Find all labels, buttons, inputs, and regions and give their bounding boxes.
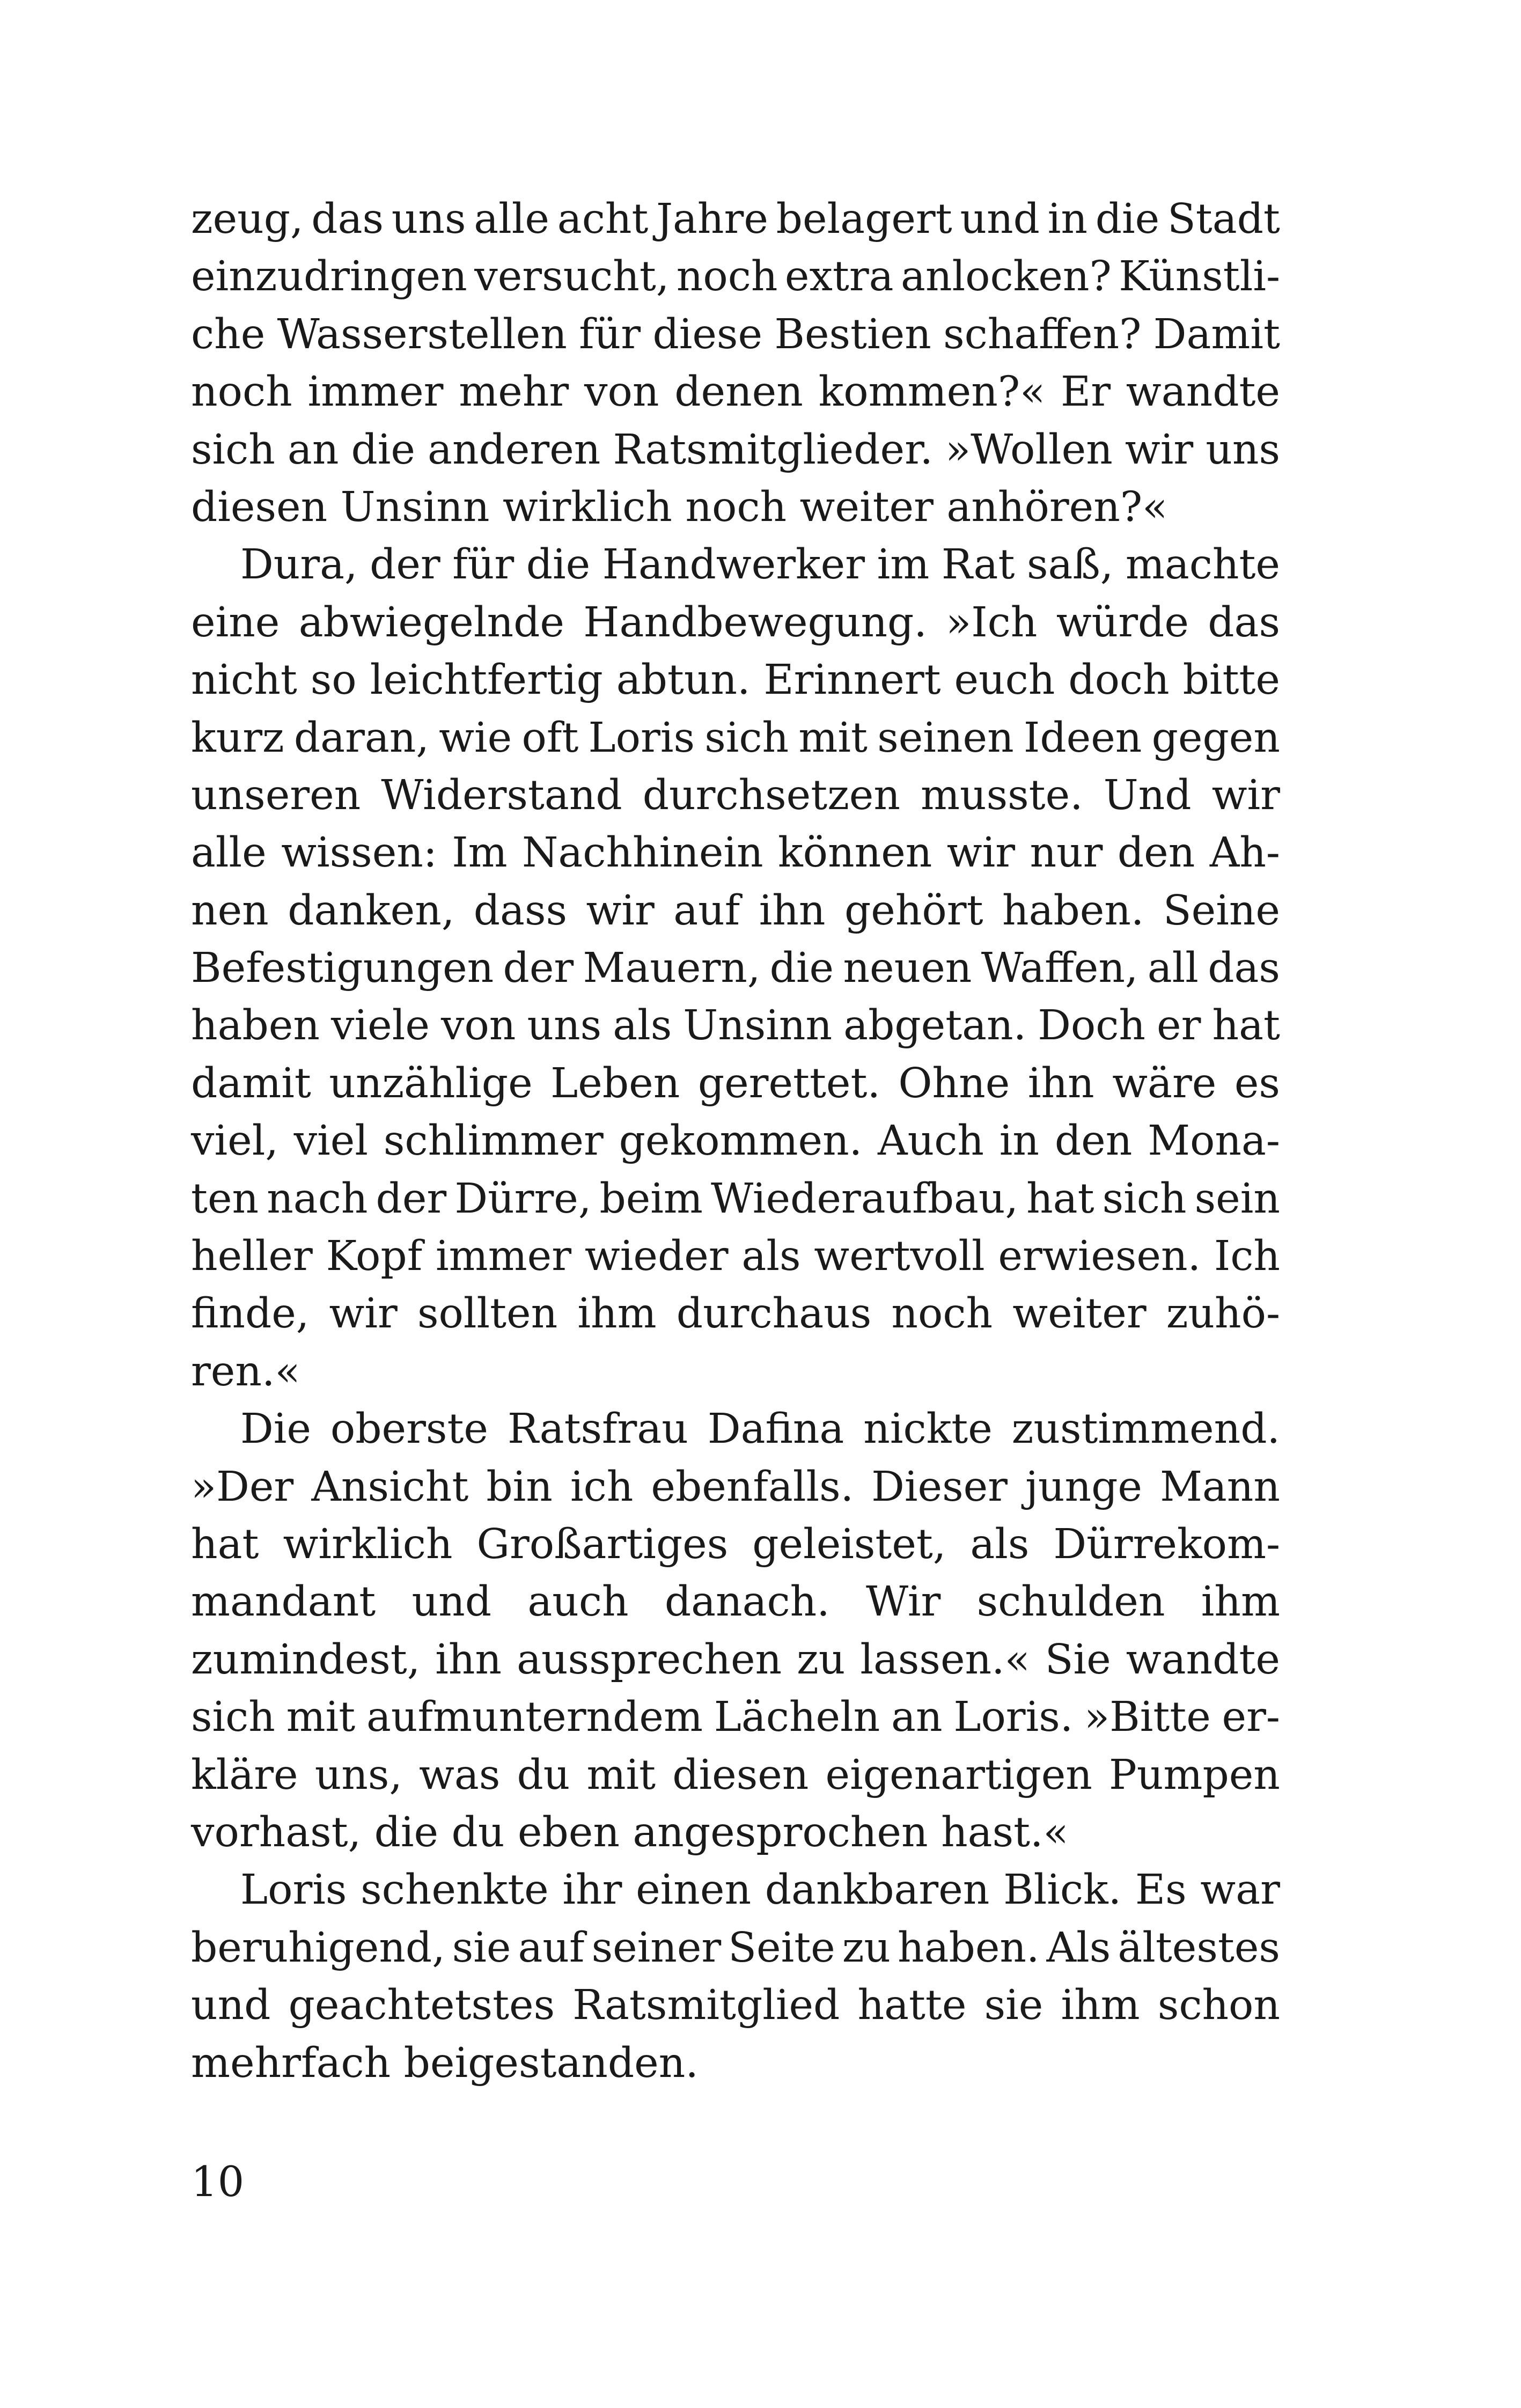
word: als bbox=[970, 1520, 1030, 1568]
word: anderen bbox=[428, 425, 601, 474]
word: Als bbox=[1046, 1924, 1111, 1972]
word: ihm bbox=[577, 1290, 657, 1338]
word: Künstli- bbox=[1119, 253, 1280, 301]
text-line bbox=[191, 1516, 1280, 1573]
word: die bbox=[526, 541, 591, 589]
word: oberste bbox=[330, 1405, 488, 1453]
word: Mann bbox=[1160, 1463, 1280, 1511]
text-line: ren.« bbox=[191, 1347, 300, 1396]
word: erwiesen. bbox=[998, 1232, 1201, 1281]
word: ihn bbox=[759, 886, 826, 935]
word: lassen.« bbox=[860, 1635, 1030, 1684]
word: sie bbox=[984, 1981, 1044, 2030]
word: den bbox=[1117, 829, 1195, 877]
word: kläre bbox=[191, 1751, 298, 1799]
word: uns bbox=[527, 1002, 602, 1050]
word: von bbox=[584, 368, 659, 416]
word: würde bbox=[1056, 598, 1189, 647]
text-line bbox=[191, 1861, 1280, 1919]
word: Und bbox=[1103, 771, 1192, 819]
word: euch bbox=[954, 656, 1055, 704]
word: zumindest, bbox=[191, 1635, 421, 1684]
word: noch bbox=[676, 253, 778, 301]
word: denen bbox=[674, 368, 803, 416]
word: hat bbox=[1212, 1002, 1280, 1050]
word: das bbox=[311, 195, 384, 243]
word: immer bbox=[307, 368, 444, 416]
word: geachtetstes bbox=[288, 1981, 555, 2030]
word: Auch bbox=[878, 1117, 984, 1165]
text-line bbox=[191, 997, 1280, 1054]
word: gegen bbox=[1151, 714, 1280, 762]
word: diese bbox=[652, 310, 763, 358]
word: auf bbox=[673, 886, 740, 935]
word: musste. bbox=[921, 771, 1083, 819]
word: er bbox=[1157, 1002, 1201, 1050]
text-line bbox=[191, 1170, 1280, 1228]
word: wir bbox=[1211, 771, 1280, 819]
word: noch bbox=[191, 368, 292, 416]
word: ihn bbox=[1027, 1059, 1094, 1107]
word: als bbox=[741, 1232, 801, 1281]
word: sich bbox=[191, 425, 275, 474]
word: acht bbox=[557, 195, 649, 243]
text-line bbox=[191, 421, 1280, 479]
word: sein bbox=[1194, 1174, 1280, 1223]
word: alle bbox=[191, 829, 267, 877]
text-line bbox=[191, 363, 1280, 421]
word: gerettet. bbox=[697, 1059, 880, 1107]
word: ältestes bbox=[1118, 1924, 1280, 1972]
word: und bbox=[191, 1981, 271, 2030]
word: belagert bbox=[776, 195, 952, 243]
word: schon bbox=[1157, 1981, 1280, 2030]
word: uns bbox=[1206, 425, 1280, 474]
word: unseren bbox=[191, 771, 361, 819]
word: auf bbox=[518, 1924, 585, 1972]
word: beim bbox=[599, 1174, 703, 1223]
word: heller bbox=[191, 1232, 313, 1281]
text-line bbox=[191, 1112, 1280, 1170]
word: Unsinn bbox=[683, 1002, 833, 1050]
word: beruhigend, bbox=[191, 1924, 445, 1972]
word: eine bbox=[191, 598, 280, 647]
word: schulden bbox=[976, 1578, 1165, 1626]
word: wissen: bbox=[281, 829, 437, 877]
word: zu bbox=[842, 1924, 891, 1972]
word: zu bbox=[797, 1635, 846, 1684]
word: abtun. bbox=[616, 656, 751, 704]
word: gekommen. bbox=[619, 1117, 863, 1165]
word: wir bbox=[1125, 425, 1194, 474]
word: der bbox=[503, 944, 574, 993]
word: »Wollen bbox=[945, 425, 1113, 474]
word: Ratsmitglieder. bbox=[613, 425, 933, 474]
text-line bbox=[191, 1055, 1280, 1112]
word: kommen?« bbox=[818, 368, 1046, 416]
word: sollten bbox=[417, 1290, 558, 1338]
word: Bestien bbox=[774, 310, 931, 358]
word: Wir bbox=[866, 1578, 941, 1626]
word: Er bbox=[1060, 368, 1111, 416]
word: danken, bbox=[288, 886, 455, 935]
word: Ah- bbox=[1209, 829, 1280, 877]
word: immer bbox=[436, 1232, 572, 1281]
word: nur bbox=[1030, 829, 1103, 877]
word: Jahre bbox=[656, 195, 768, 243]
text-line: mehrfach beigestanden. bbox=[191, 2039, 699, 2087]
word: wieder bbox=[584, 1232, 729, 1281]
word: seiner bbox=[591, 1924, 722, 1972]
word: ihn bbox=[435, 1635, 502, 1684]
word: damit bbox=[191, 1059, 311, 1107]
word: Lächeln bbox=[714, 1693, 880, 1742]
word: uns, bbox=[314, 1751, 402, 1799]
text-line bbox=[191, 939, 1280, 997]
word: oft bbox=[521, 714, 579, 762]
word: so bbox=[310, 656, 357, 704]
word: Seite bbox=[728, 1924, 835, 1972]
word: du bbox=[517, 1751, 570, 1799]
word: bin bbox=[486, 1463, 553, 1511]
word: Erinnert bbox=[763, 656, 941, 704]
word: zustimmend. bbox=[1011, 1405, 1280, 1453]
word: Mona- bbox=[1148, 1117, 1280, 1165]
word: junge bbox=[1025, 1463, 1142, 1511]
word: sich bbox=[1102, 1174, 1187, 1223]
text-line bbox=[191, 882, 1280, 939]
text-line bbox=[191, 1631, 1280, 1688]
page-number: 10 bbox=[191, 2158, 245, 2206]
word: Ratsmitglied bbox=[572, 1981, 840, 2030]
word: Im bbox=[452, 829, 508, 877]
text-line bbox=[191, 190, 1280, 248]
word: wandte bbox=[1126, 1635, 1280, 1684]
word: ihm bbox=[1061, 1981, 1140, 2030]
text-line bbox=[191, 248, 1280, 305]
word: in bbox=[999, 1117, 1040, 1165]
word: Seine bbox=[1163, 886, 1280, 935]
word: an bbox=[891, 1693, 943, 1742]
word: Ohne bbox=[898, 1059, 1010, 1107]
word: Ansicht bbox=[311, 1463, 469, 1511]
word: mit bbox=[798, 714, 868, 762]
word: Dafina bbox=[707, 1405, 844, 1453]
word: Widerstand bbox=[381, 771, 622, 819]
word: daran, bbox=[293, 714, 429, 762]
word: ihm bbox=[1201, 1578, 1280, 1626]
text-line bbox=[191, 594, 1280, 651]
word: Rat bbox=[941, 541, 1015, 589]
word: aussprechen bbox=[517, 1635, 782, 1684]
text-line bbox=[191, 1977, 1280, 2034]
text-line bbox=[191, 1400, 1280, 1458]
word: das bbox=[1208, 944, 1280, 993]
word: zeug, bbox=[191, 195, 304, 243]
word: es bbox=[1234, 1059, 1280, 1107]
word: haben. bbox=[1002, 886, 1144, 935]
text-line bbox=[191, 1573, 1280, 1631]
text-line bbox=[191, 1919, 1280, 1977]
word: das bbox=[1208, 598, 1280, 647]
word: doch bbox=[1068, 656, 1170, 704]
word: Sie bbox=[1045, 1635, 1111, 1684]
word: wäre bbox=[1112, 1059, 1217, 1107]
word: ich bbox=[570, 1463, 634, 1511]
word: alle bbox=[474, 195, 549, 243]
word: die bbox=[769, 944, 834, 993]
word: versucht, bbox=[474, 253, 670, 301]
word: in bbox=[1047, 195, 1088, 243]
word: sich bbox=[191, 1693, 275, 1742]
word: abwiegelnde bbox=[298, 598, 564, 647]
word: ebenfalls. bbox=[651, 1463, 854, 1511]
word: Nachhinein bbox=[522, 829, 763, 877]
word: danach. bbox=[664, 1578, 830, 1626]
word: leichtfertig bbox=[370, 656, 603, 704]
text-line bbox=[191, 767, 1280, 824]
word: schlimmer bbox=[383, 1117, 604, 1165]
word: Pumpen bbox=[1109, 1751, 1280, 1799]
text-line bbox=[191, 651, 1280, 709]
word: noch bbox=[891, 1290, 993, 1338]
word: Loris bbox=[240, 1866, 347, 1914]
word: dass bbox=[473, 886, 567, 935]
word: die bbox=[351, 425, 415, 474]
word: extra bbox=[784, 253, 894, 301]
text-line bbox=[191, 709, 1280, 767]
word: sich bbox=[704, 714, 789, 762]
word: Doch bbox=[1038, 1002, 1145, 1050]
word: war bbox=[1200, 1866, 1280, 1914]
word: Dura, bbox=[240, 541, 358, 589]
word: einen bbox=[636, 1866, 752, 1914]
word: und bbox=[960, 195, 1040, 243]
word: Stadt bbox=[1167, 195, 1280, 243]
word: für bbox=[579, 310, 641, 358]
word: aufmunterndem bbox=[366, 1693, 703, 1742]
word: Damit bbox=[1153, 310, 1280, 358]
word: uns bbox=[391, 195, 466, 243]
word: seinen bbox=[877, 714, 1014, 762]
word: Leben bbox=[550, 1059, 680, 1107]
word: wie bbox=[439, 714, 512, 762]
word: Wiederaufbau, bbox=[711, 1174, 1018, 1223]
word: che bbox=[191, 310, 266, 358]
word: Dürrekom- bbox=[1053, 1520, 1280, 1568]
text-line bbox=[191, 1228, 1280, 1285]
word: was bbox=[419, 1751, 501, 1799]
word: die bbox=[1095, 195, 1160, 243]
word: wertvoll bbox=[814, 1232, 985, 1281]
word: mit bbox=[286, 1693, 356, 1742]
word: mehr bbox=[459, 368, 569, 416]
text-line bbox=[191, 1688, 1280, 1746]
text-line bbox=[191, 536, 1280, 593]
word: Es bbox=[1135, 1866, 1187, 1914]
word: diesen bbox=[672, 1751, 809, 1799]
word: Kopf bbox=[326, 1232, 423, 1281]
word: Loris. bbox=[953, 1693, 1074, 1742]
word: eigenartigen bbox=[825, 1751, 1092, 1799]
word: einzudringen bbox=[191, 253, 467, 301]
word: für bbox=[452, 541, 515, 589]
word: Waffen, bbox=[981, 944, 1138, 993]
word: viel, bbox=[191, 1117, 278, 1165]
word: mit bbox=[586, 1751, 656, 1799]
word: Wasserstellen bbox=[277, 310, 567, 358]
word: auch bbox=[527, 1578, 629, 1626]
text-line: vorhast, die du eben angesprochen hast.« bbox=[191, 1808, 1069, 1856]
word: wandte bbox=[1126, 368, 1280, 416]
word: den bbox=[1054, 1117, 1133, 1165]
word: neuen bbox=[843, 944, 972, 993]
word: wirklich bbox=[283, 1520, 453, 1568]
word: haben. bbox=[898, 1924, 1040, 1972]
word: ten bbox=[191, 1174, 259, 1223]
word: finde, bbox=[191, 1290, 310, 1338]
word: nickte bbox=[863, 1405, 993, 1453]
word: anlocken? bbox=[901, 253, 1112, 301]
word: geleistet, bbox=[752, 1520, 946, 1568]
word: Dürre, bbox=[454, 1174, 592, 1223]
word: bitte bbox=[1182, 656, 1280, 704]
word: hat bbox=[1026, 1174, 1094, 1223]
word: er- bbox=[1222, 1693, 1280, 1742]
word: nicht bbox=[191, 656, 297, 704]
word: wir bbox=[586, 886, 655, 935]
word: durchaus bbox=[676, 1290, 872, 1338]
word: Ideen bbox=[1023, 714, 1142, 762]
text-line: diesen Unsinn wirklich noch weiter anhören?« bbox=[191, 483, 1168, 531]
word: wir bbox=[329, 1290, 398, 1338]
text-line bbox=[191, 824, 1280, 882]
word: hat bbox=[191, 1520, 259, 1568]
text-line bbox=[191, 1285, 1280, 1342]
word: und bbox=[412, 1578, 492, 1626]
word: zuhö- bbox=[1166, 1290, 1280, 1338]
word: mandant bbox=[191, 1578, 376, 1626]
word: »Ich bbox=[946, 598, 1038, 647]
word: der bbox=[370, 541, 440, 589]
word: gehört bbox=[844, 886, 983, 935]
word: nen bbox=[191, 886, 269, 935]
word: »Bitte bbox=[1084, 1693, 1211, 1742]
word: haben bbox=[191, 1002, 320, 1050]
text-line bbox=[191, 1746, 1280, 1804]
word: Mauern, bbox=[583, 944, 761, 993]
word: abgetan. bbox=[843, 1002, 1027, 1050]
word: Ich bbox=[1214, 1232, 1280, 1281]
word: ihr bbox=[562, 1866, 622, 1914]
word: Dieser bbox=[871, 1463, 1008, 1511]
word: machte bbox=[1125, 541, 1280, 589]
word: nach bbox=[267, 1174, 368, 1223]
body-text bbox=[191, 190, 1280, 2092]
word: im bbox=[877, 541, 930, 589]
word: schenkte bbox=[361, 1866, 549, 1914]
word: der bbox=[376, 1174, 447, 1223]
word: weiter bbox=[1012, 1290, 1147, 1338]
word: Befestigungen bbox=[191, 944, 494, 993]
word: unzählige bbox=[329, 1059, 533, 1107]
word: kurz bbox=[191, 714, 284, 762]
word: Blick. bbox=[1003, 1866, 1122, 1914]
word: viele bbox=[331, 1002, 430, 1050]
word: können bbox=[778, 829, 932, 877]
word: Handwerker bbox=[602, 541, 865, 589]
word: Handbewegung. bbox=[583, 598, 927, 647]
word: wir bbox=[946, 829, 1016, 877]
word: Die bbox=[240, 1405, 311, 1453]
word: schaffen? bbox=[943, 310, 1142, 358]
word: von bbox=[440, 1002, 516, 1050]
word: saß, bbox=[1026, 541, 1114, 589]
word: an bbox=[287, 425, 339, 474]
text-line bbox=[191, 306, 1280, 363]
word: sie bbox=[452, 1924, 511, 1972]
word: dankbaren bbox=[765, 1866, 990, 1914]
word: viel bbox=[293, 1117, 368, 1165]
word: als bbox=[613, 1002, 672, 1050]
word: Großartiges bbox=[476, 1520, 729, 1568]
word: durchsetzen bbox=[642, 771, 900, 819]
word: hatte bbox=[857, 1981, 967, 2030]
word: all bbox=[1147, 944, 1199, 993]
word: Ratsfrau bbox=[507, 1405, 688, 1453]
word: »Der bbox=[191, 1463, 294, 1511]
word: Loris bbox=[588, 714, 695, 762]
text-line bbox=[191, 1458, 1280, 1516]
